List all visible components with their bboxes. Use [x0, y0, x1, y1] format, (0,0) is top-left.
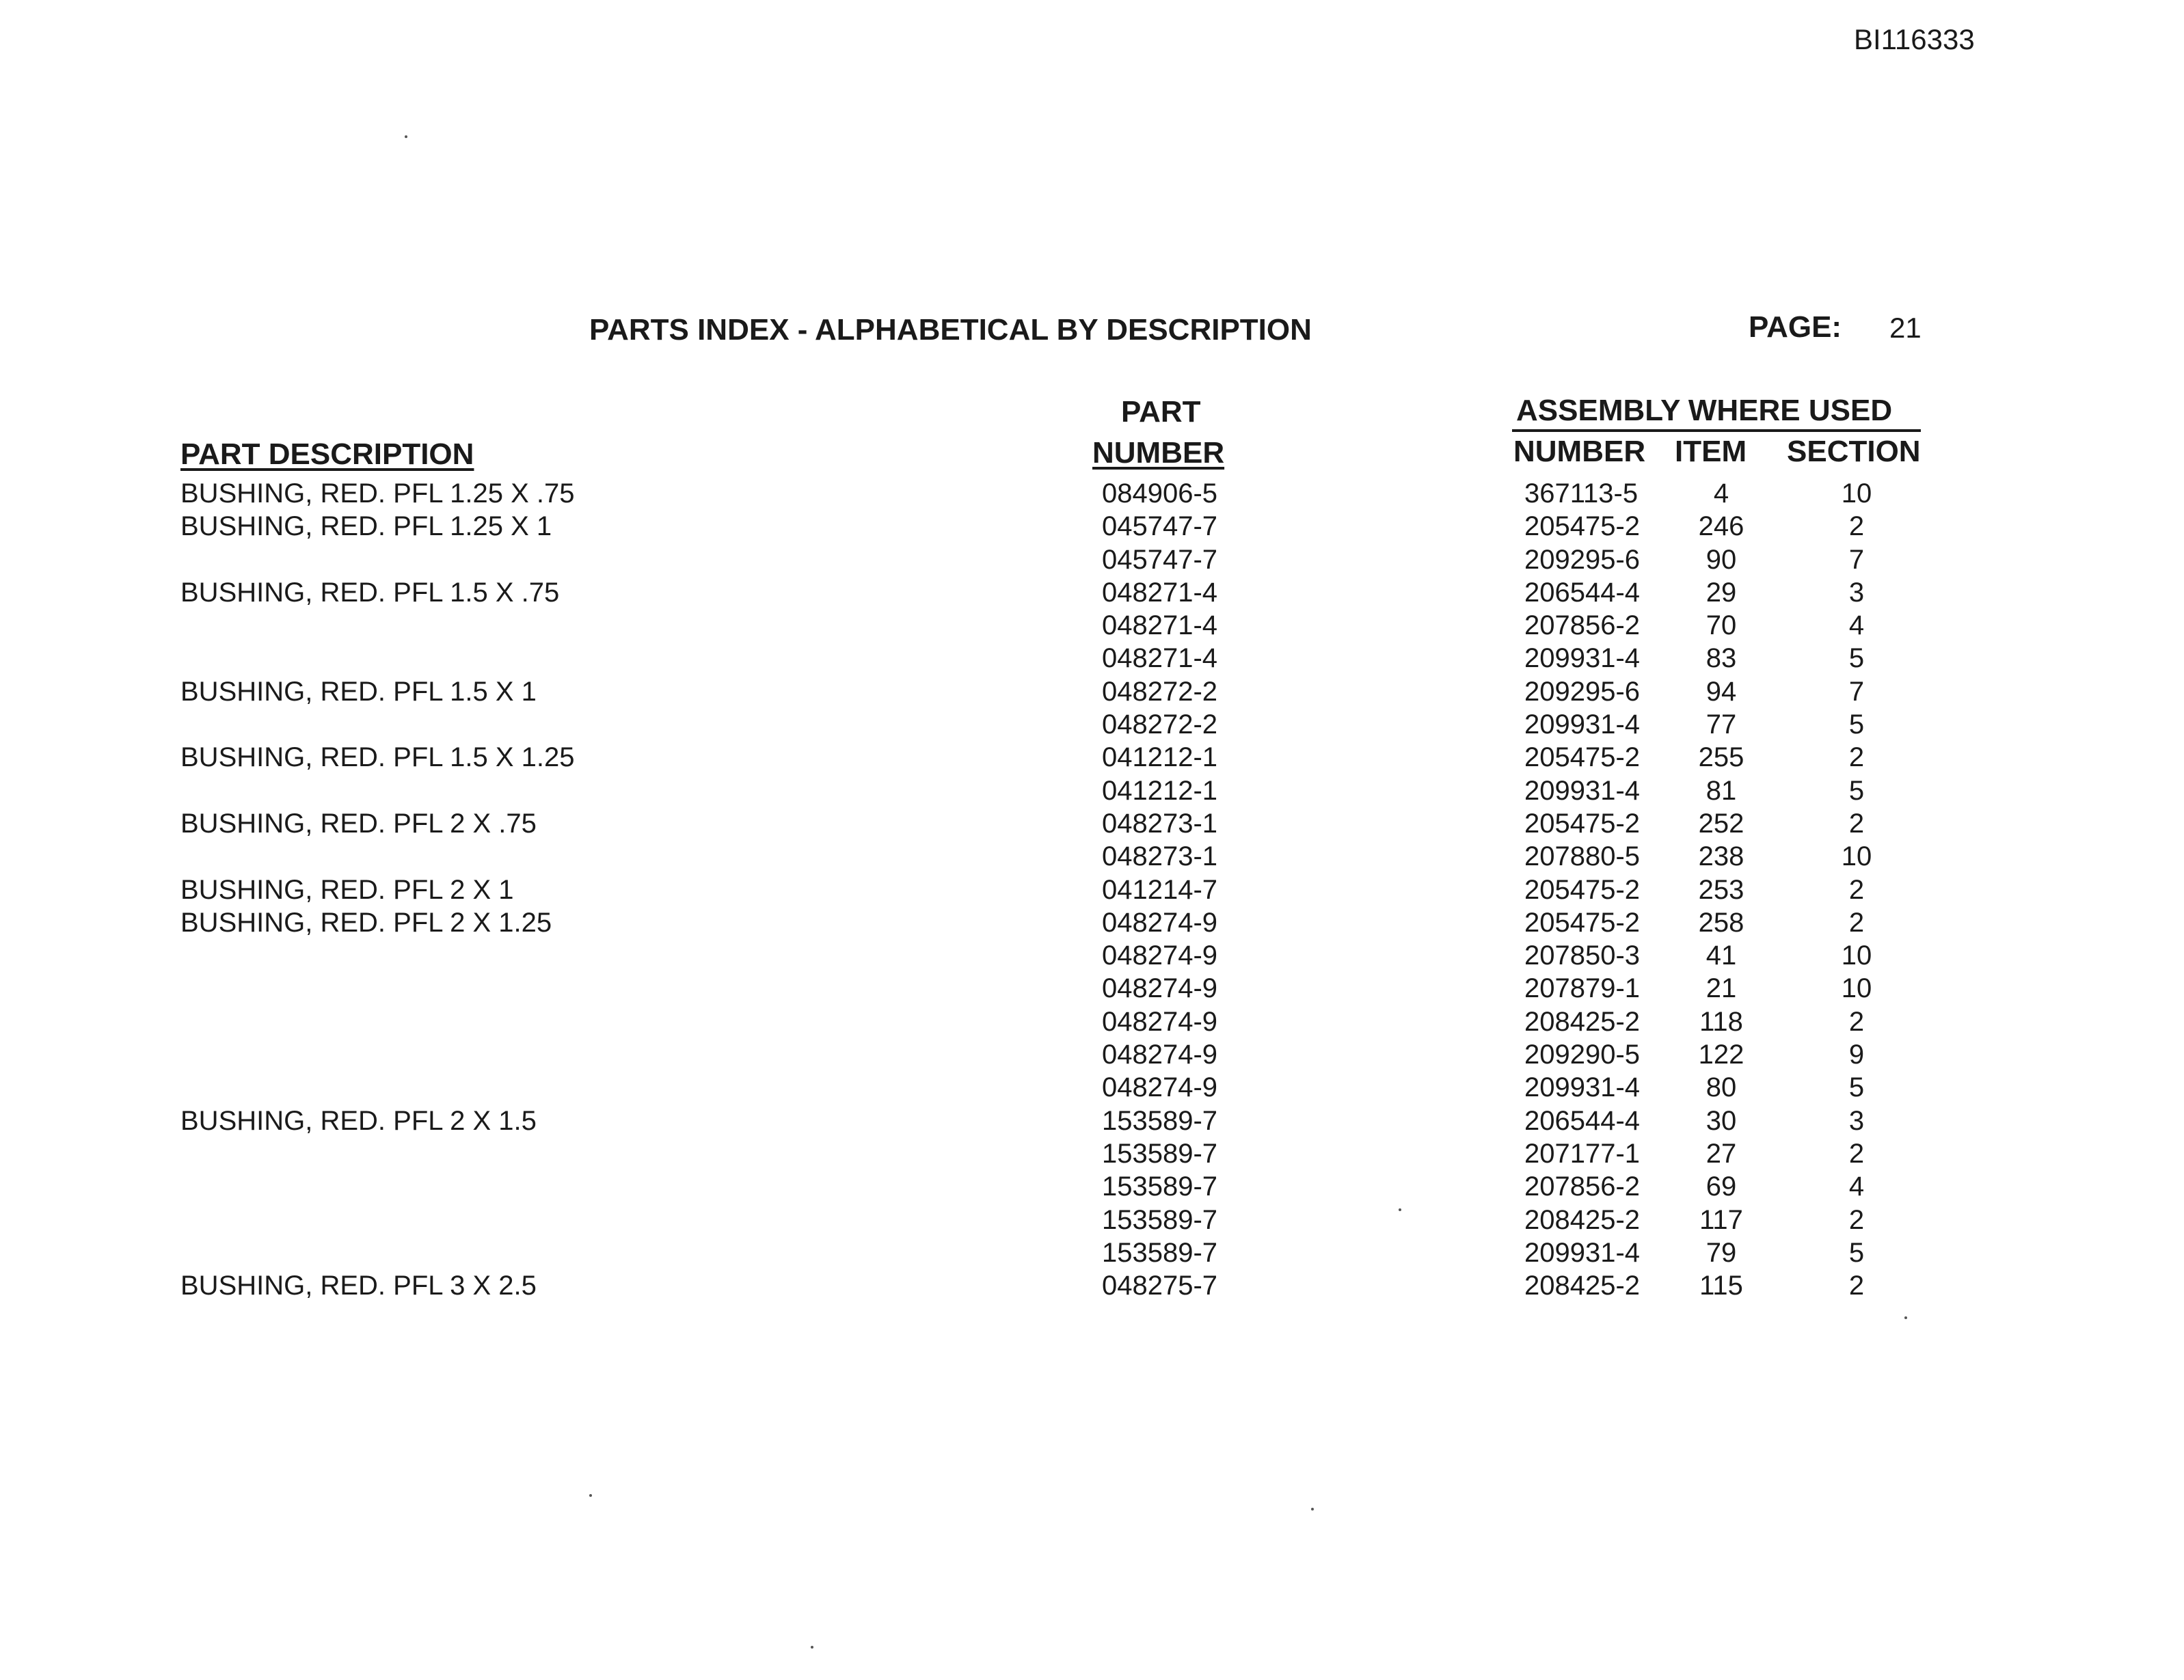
table-row — [0, 809, 2184, 841]
item-cell: 83 — [1706, 643, 1737, 674]
item-cell: 81 — [1706, 775, 1737, 806]
table-row — [0, 545, 2184, 578]
assembly-number-cell: 205475-2 — [1524, 808, 1641, 839]
item-cell: 80 — [1706, 1072, 1737, 1103]
part-description-cell: BUSHING, RED. PFL 3 X 2.5 — [180, 1271, 537, 1301]
table-row — [0, 578, 2184, 610]
document-id: BI116333 — [1854, 23, 1975, 55]
item-cell: 41 — [1706, 940, 1737, 971]
page-title: PARTS INDEX - ALPHABETICAL BY DESCRIPTION — [589, 313, 1312, 347]
part-number-cell: 084906-5 — [1102, 478, 1218, 509]
item-cell: 4 — [1713, 478, 1729, 509]
item-cell: 27 — [1706, 1138, 1737, 1169]
item-cell: 246 — [1698, 511, 1744, 542]
section-cell: 5 — [1848, 1072, 1865, 1103]
assembly-number-cell: 205475-2 — [1524, 511, 1641, 542]
part-description-cell: BUSHING, RED. PFL 2 X 1 — [180, 874, 514, 905]
part-number-cell: 153589-7 — [1102, 1138, 1218, 1169]
assembly-number-cell: 207856-2 — [1524, 1171, 1641, 1202]
item-cell: 70 — [1706, 610, 1737, 641]
item-cell: 90 — [1706, 544, 1737, 575]
header-assembly-where-used: ASSEMBLY WHERE USED — [1516, 394, 1893, 427]
part-number-cell: 048274-9 — [1102, 907, 1218, 938]
part-number-cell: 153589-7 — [1102, 1237, 1218, 1268]
assembly-number-cell: 208425-2 — [1524, 1204, 1641, 1235]
page-label: PAGE: — [1749, 310, 1842, 344]
assembly-number-cell: 209295-6 — [1524, 676, 1641, 707]
assembly-number-cell: 208425-2 — [1524, 1006, 1641, 1037]
table-row — [0, 940, 2184, 973]
part-description-cell: BUSHING, RED. PFL 1.5 X 1.25 — [180, 742, 575, 773]
section-cell: 7 — [1848, 676, 1865, 707]
item-cell: 21 — [1706, 973, 1737, 1004]
section-cell: 2 — [1848, 1271, 1865, 1301]
scan-speck — [1904, 1316, 1907, 1319]
section-cell: 2 — [1848, 907, 1865, 938]
item-cell: 69 — [1706, 1171, 1737, 1202]
part-description-cell: BUSHING, RED. PFL 2 X .75 — [180, 808, 537, 839]
part-number-cell: 048274-9 — [1102, 1040, 1218, 1070]
section-cell: 4 — [1848, 1171, 1865, 1202]
scan-speck — [1399, 1208, 1401, 1211]
section-cell: 3 — [1848, 1105, 1865, 1136]
section-cell: 2 — [1848, 1006, 1865, 1037]
assembly-number-cell: 207177-1 — [1524, 1138, 1641, 1169]
assembly-number-cell: 208425-2 — [1524, 1271, 1641, 1301]
item-cell: 122 — [1698, 1040, 1744, 1070]
assembly-number-cell: 206544-4 — [1524, 1105, 1641, 1136]
item-cell: 77 — [1706, 709, 1737, 740]
part-description-cell: BUSHING, RED. PFL 2 X 1.25 — [180, 907, 552, 938]
assembly-number-cell: 209295-6 — [1524, 544, 1641, 575]
section-cell: 3 — [1848, 577, 1865, 608]
assembly-number-cell: 207879-1 — [1524, 973, 1641, 1004]
assembly-number-cell: 207850-3 — [1524, 940, 1641, 971]
table-row — [0, 1238, 2184, 1271]
header-part-number: NUMBER — [1092, 436, 1225, 470]
table-row — [0, 841, 2184, 874]
item-cell: 253 — [1698, 874, 1744, 905]
table-row — [0, 1139, 2184, 1171]
page-number: 21 — [1889, 312, 1922, 344]
item-cell: 30 — [1706, 1105, 1737, 1136]
item-cell: 29 — [1706, 577, 1737, 608]
assembly-number-cell: 367113-5 — [1524, 478, 1639, 509]
part-description-cell: BUSHING, RED. PFL 1.25 X .75 — [180, 478, 575, 509]
table-row — [0, 610, 2184, 643]
section-cell: 10 — [1841, 973, 1872, 1004]
part-number-cell: 048274-9 — [1102, 940, 1218, 971]
assembly-number-cell: 209931-4 — [1524, 1237, 1641, 1268]
table-row — [0, 1271, 2184, 1303]
item-cell: 118 — [1699, 1006, 1743, 1037]
part-number-cell: 153589-7 — [1102, 1171, 1218, 1202]
header-part: PART — [1121, 395, 1201, 429]
section-cell: 2 — [1848, 742, 1865, 773]
table-row — [0, 1072, 2184, 1105]
assembly-number-cell: 205475-2 — [1524, 907, 1641, 938]
table-row — [0, 875, 2184, 908]
part-number-cell: 041212-1 — [1102, 742, 1218, 773]
table-row — [0, 511, 2184, 544]
section-cell: 10 — [1841, 478, 1872, 509]
scan-speck — [1311, 1508, 1314, 1510]
header-assembly-underline — [1512, 429, 1921, 432]
part-number-cell: 045747-7 — [1102, 544, 1218, 575]
assembly-number-cell: 205475-2 — [1524, 742, 1641, 773]
table-row — [0, 908, 2184, 940]
section-cell: 2 — [1848, 874, 1865, 905]
section-cell: 10 — [1841, 940, 1872, 971]
parts-table-body — [0, 478, 2184, 1303]
item-cell: 255 — [1698, 742, 1744, 773]
scan-speck — [405, 135, 407, 138]
table-row — [0, 1171, 2184, 1204]
item-cell: 258 — [1698, 907, 1744, 938]
header-item: ITEM — [1675, 435, 1747, 468]
part-description-cell: BUSHING, RED. PFL 1.5 X .75 — [180, 577, 560, 608]
table-row — [0, 677, 2184, 709]
part-number-cell: 048271-4 — [1102, 643, 1218, 674]
part-number-cell: 048272-2 — [1102, 709, 1218, 740]
assembly-number-cell: 207880-5 — [1524, 841, 1641, 872]
section-cell: 2 — [1848, 1204, 1865, 1235]
table-row — [0, 973, 2184, 1006]
section-cell: 2 — [1848, 1138, 1865, 1169]
header-part-description: PART DESCRIPTION — [180, 437, 474, 471]
part-number-cell: 048271-4 — [1102, 577, 1218, 608]
item-cell: 79 — [1706, 1237, 1737, 1268]
assembly-number-cell: 209931-4 — [1524, 775, 1641, 806]
assembly-number-cell: 206544-4 — [1524, 577, 1641, 608]
table-row — [0, 478, 2184, 511]
item-cell: 117 — [1699, 1204, 1743, 1235]
part-number-cell: 048274-9 — [1102, 1006, 1218, 1037]
table-row — [0, 709, 2184, 742]
header-section: SECTION — [1787, 435, 1921, 468]
section-cell: 5 — [1848, 643, 1865, 674]
section-cell: 5 — [1848, 709, 1865, 740]
scan-speck — [811, 1646, 813, 1649]
assembly-number-cell: 209290-5 — [1524, 1040, 1641, 1070]
item-cell: 252 — [1698, 808, 1744, 839]
part-number-cell: 048271-4 — [1102, 610, 1218, 641]
part-description-cell: BUSHING, RED. PFL 2 X 1.5 — [180, 1105, 537, 1136]
assembly-number-cell: 207856-2 — [1524, 610, 1641, 641]
table-row — [0, 1040, 2184, 1072]
table-row — [0, 776, 2184, 809]
part-number-cell: 048273-1 — [1102, 808, 1218, 839]
table-row — [0, 1007, 2184, 1040]
item-cell: 238 — [1698, 841, 1744, 872]
section-cell: 9 — [1848, 1040, 1865, 1070]
part-number-cell: 153589-7 — [1102, 1105, 1218, 1136]
scan-speck — [589, 1494, 592, 1497]
table-row — [0, 742, 2184, 775]
section-cell: 5 — [1848, 1237, 1865, 1268]
assembly-number-cell: 209931-4 — [1524, 643, 1641, 674]
item-cell: 115 — [1699, 1271, 1743, 1301]
table-row — [0, 1106, 2184, 1139]
section-cell: 10 — [1841, 841, 1872, 872]
part-number-cell: 041212-1 — [1102, 775, 1218, 806]
part-number-cell: 045747-7 — [1102, 511, 1218, 542]
item-cell: 94 — [1706, 676, 1737, 707]
section-cell: 7 — [1848, 544, 1865, 575]
part-number-cell: 048274-9 — [1102, 973, 1218, 1004]
part-number-cell: 041214-7 — [1102, 874, 1218, 905]
section-cell: 4 — [1848, 610, 1865, 641]
part-number-cell: 048273-1 — [1102, 841, 1218, 872]
part-number-cell: 048272-2 — [1102, 676, 1218, 707]
part-number-cell: 153589-7 — [1102, 1204, 1218, 1235]
table-row — [0, 1205, 2184, 1238]
assembly-number-cell: 205475-2 — [1524, 874, 1641, 905]
part-number-cell: 048274-9 — [1102, 1072, 1218, 1103]
section-cell: 2 — [1848, 511, 1865, 542]
header-assembly-number: NUMBER — [1513, 435, 1646, 468]
assembly-number-cell: 209931-4 — [1524, 709, 1641, 740]
part-number-cell: 048275-7 — [1102, 1271, 1218, 1301]
section-cell: 5 — [1848, 775, 1865, 806]
part-description-cell: BUSHING, RED. PFL 1.25 X 1 — [180, 511, 552, 542]
section-cell: 2 — [1848, 808, 1865, 839]
assembly-number-cell: 209931-4 — [1524, 1072, 1641, 1103]
table-row — [0, 643, 2184, 676]
part-description-cell: BUSHING, RED. PFL 1.5 X 1 — [180, 676, 537, 707]
